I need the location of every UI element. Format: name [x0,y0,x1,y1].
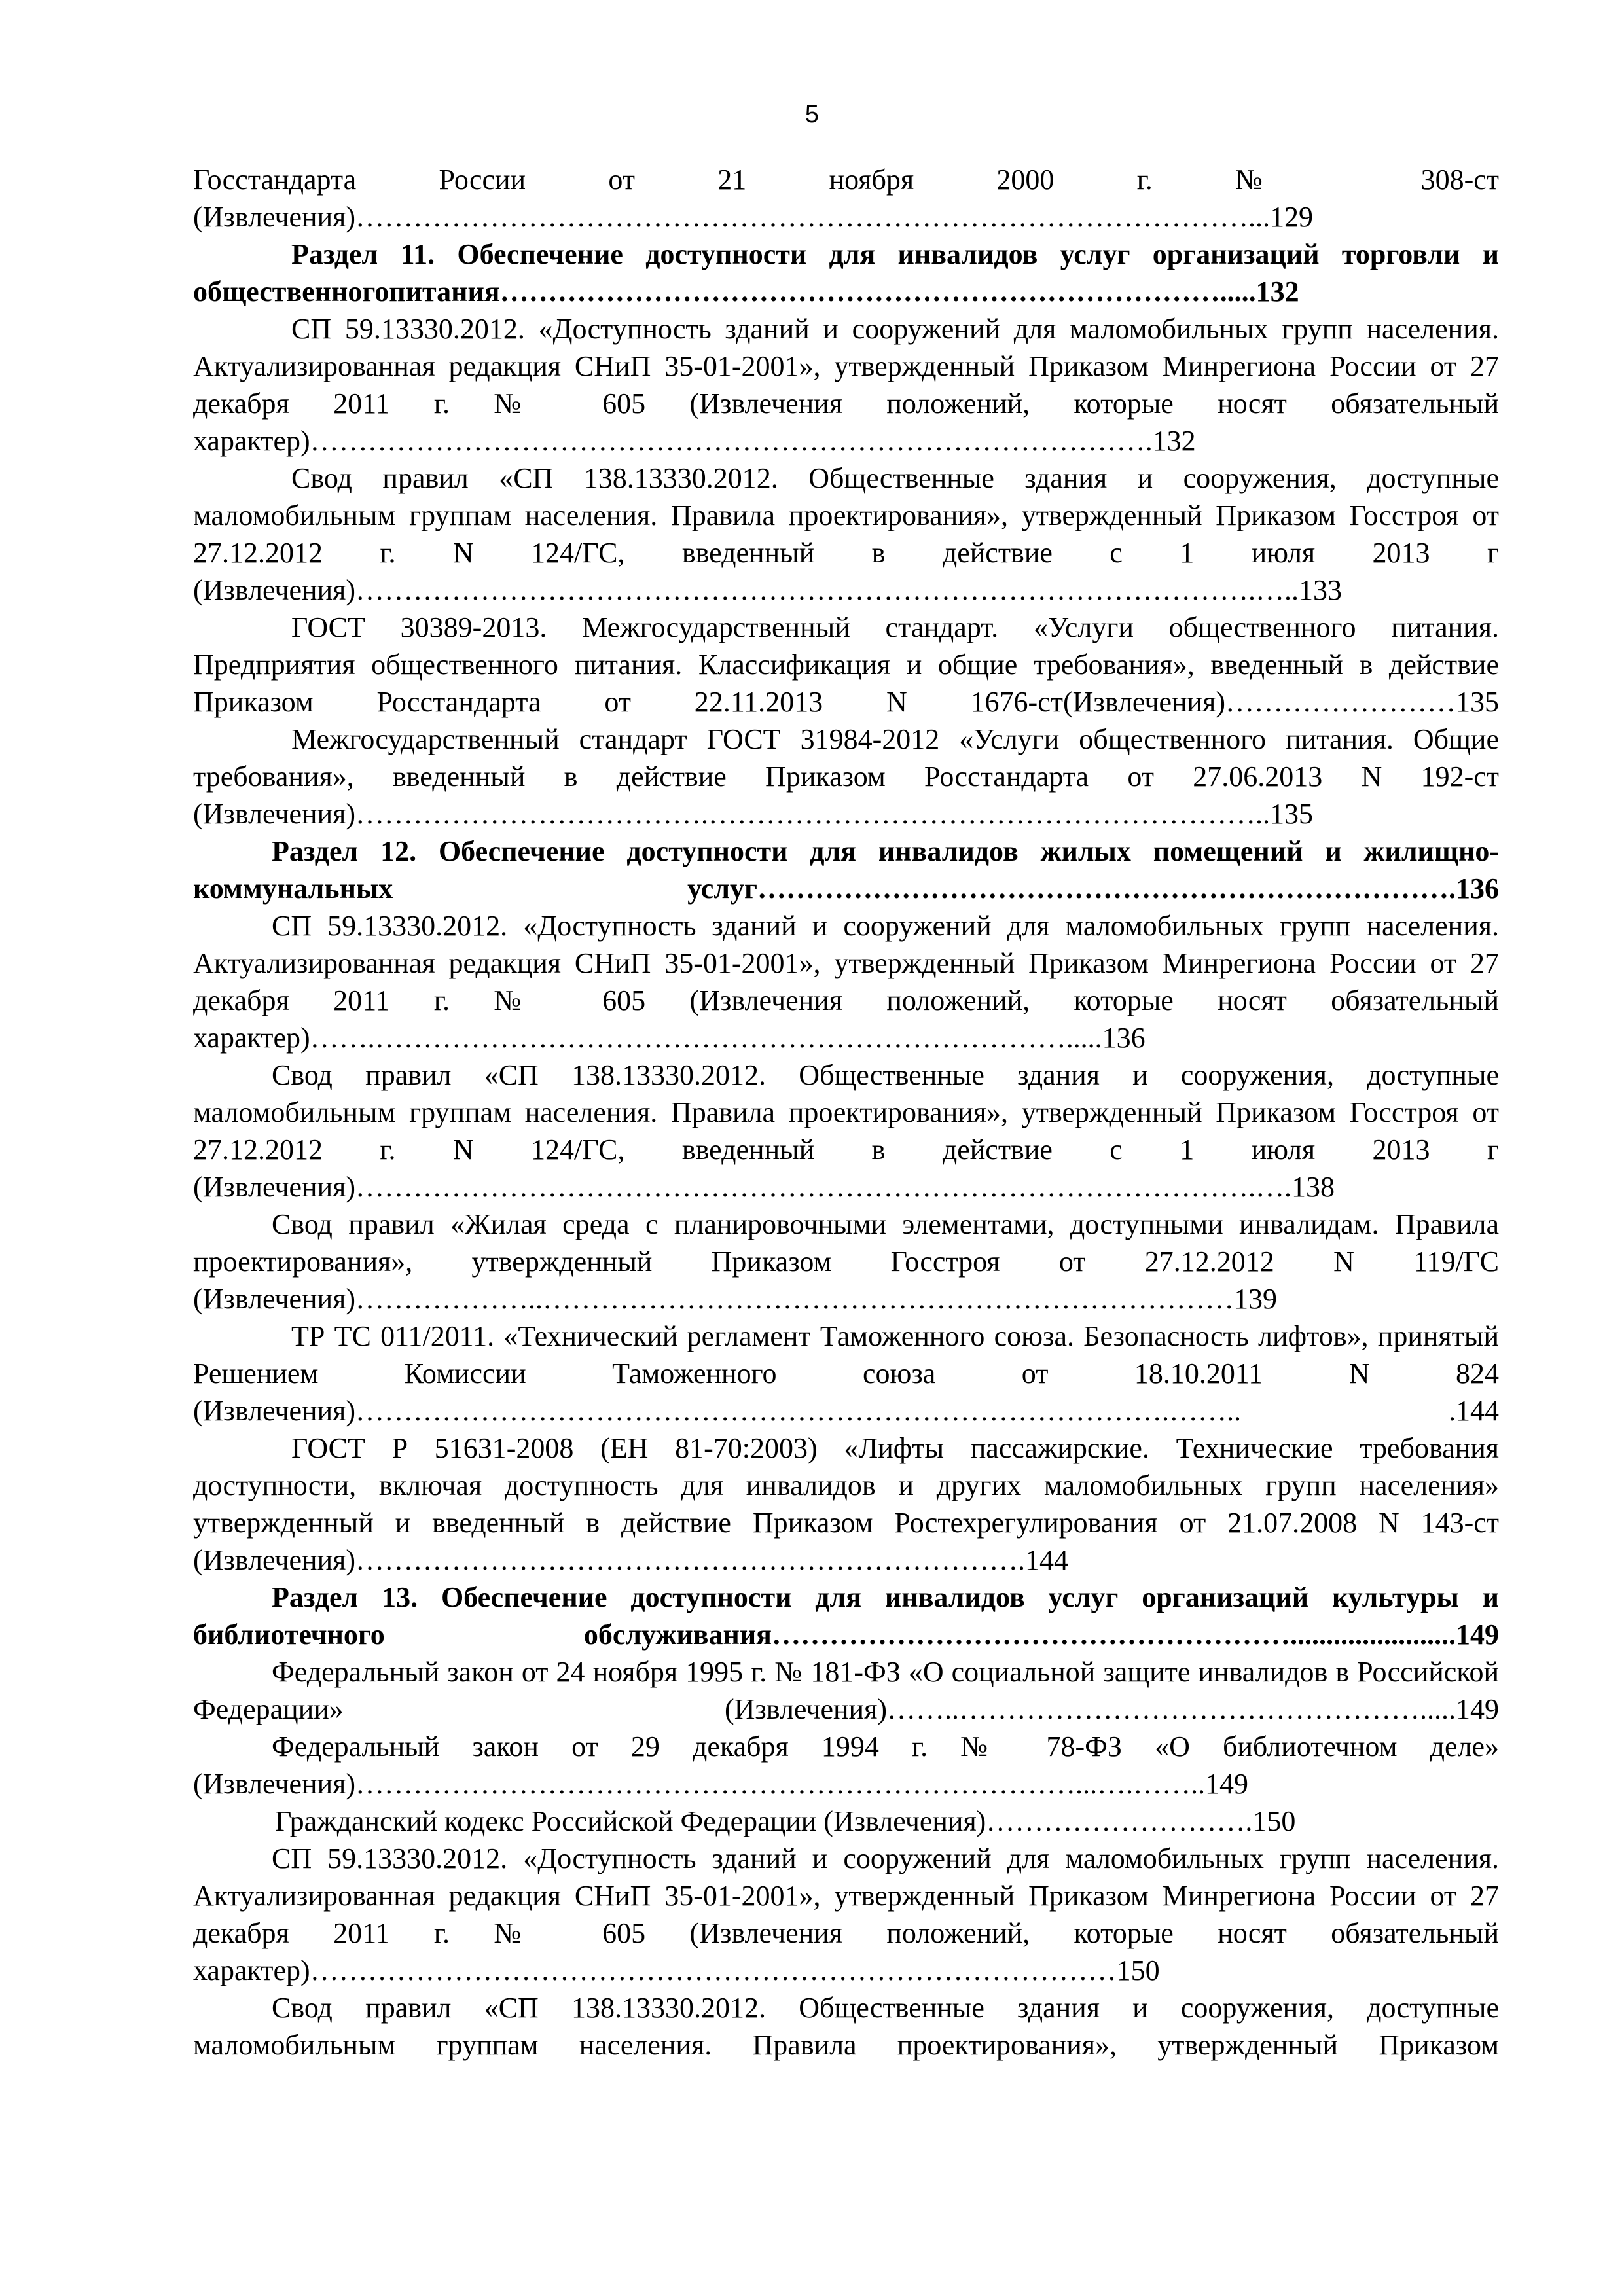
toc-entry: Федеральный закон от 24 ноября 1995 г. № 181-ФЗ «О социальной защите инвалидов в Российской Федерации» (Извлечения)……..………………………………………….....149 [193,1656,1499,1725]
toc-entry: Межгосударственный стандарт ГОСТ 31984-2012 «Услуги общественного питания. Общие требования», введенный в действие Приказом Росстандарта от 27.06.2013 N 192-ст (Извлечения)……………………………….…………………………………………………..135 [193,723,1499,830]
toc-entry: ГОСТ Р 51631-2008 (ЕН 81-70:2003) «Лифты пассажирские. Технические требования доступности, включая доступность для инвалидов и других маломобильных групп населения» утвержденный и введенный в действие Приказом Ростехрегулирования от 21.07.2008 N 143-ст (Извлечения)…………………………………………………………….144 [193,1432,1499,1576]
toc-entry: Свод правил «Жилая среда с планировочными элементами, доступными инвалидам. Правила проектирования», утвержденный Приказом Госстроя от 27.12.2012 N 119/ГС (Извлечения)………………..………………………………………………………………139 [193,1208,1499,1315]
toc-entry: Свод правил «СП 138.13330.2012. Общественные здания и сооружения, доступные маломобильным группам населения. Правила проектирования», утвержденный Приказом Госстроя от 27.12.2012 г. N 124/ГС, введенный в действие с 1 июля 2013 г (Извлечения)………………………………………………………………………………….…..133 [193,462,1499,606]
toc-section-heading: Раздел 13. Обеспечение доступности для инвалидов услуг организаций культуры и библиотечного обслуживания……………………………………………….......................149 [193,1581,1499,1651]
toc-entry: Госстандарта России от 21 ноября 2000 г. № 308-ст (Извлечения)…………………………………………………………………………………...129 [193,164,1499,233]
toc-section-heading: Раздел 11. Обеспечение доступности для инвалидов услуг организаций торговли и общественногопитания………………………………………………………………….....132 [193,238,1499,308]
toc-entry: Свод правил «СП 138.13330.2012. Общественные здания и сооружения, доступные маломобильным группам населения. Правила проектирования», утвержденный Приказом Госстроя от 27.12.2012 г. N 124/ГС, введенный в действие с 1 июля 2013 г (Извлечения)………………………………………………………………………………….….138 [193,1059,1499,1203]
toc-entry: СП 59.13330.2012. «Доступность зданий и сооружений для маломобильных групп населения. Актуализированная редакция СНиП 35-01-2001», утвержденный Приказом Минрегиона России от 27 декабря 2011 г. № 605 (Извлечения положений, которые носят обязательный характер)…………………………………………………………………………150 [193,1842,1499,1986]
toc-entry: СП 59.13330.2012. «Доступность зданий и сооружений для маломобильных групп населения. Актуализированная редакция СНиП 35-01-2001», утвержденный Приказом Минрегиона России от 27 декабря 2011 г. № 605 (Извлечения положений, которые носят обязательный характер)…………………………………………………………………………….132 [193,313,1499,457]
toc-entry: СП 59.13330.2012. «Доступность зданий и сооружений для маломобильных групп населения. Актуализированная редакция СНиП 35-01-2001», утвержденный Приказом Минрегиона России от 27 декабря 2011 г. № 605 (Извлечения положений, которые носят обязательный характер)…….……………………………………………………………….....136 [193,910,1499,1054]
toc-entry: Свод правил «СП 138.13330.2012. Общественные здания и сооружения, доступные маломобильным группам населения. Правила проектирования», утвержденный Приказом [193,1992,1499,2061]
table-of-contents [193,161,1499,2064]
toc-entry: ТР ТС 011/2011. «Технический регламент Таможенного союза. Безопасность лифтов», принятый Решением Комиссии Таможенного союза от 18.10.2011 N 824 (Извлечения)………………………………………………………………………….…….. .144 [193,1320,1499,1427]
toc-section-heading: Раздел 12. Обеспечение доступности для инвалидов жилых помещений и жилищно-коммунальных услуг……………………………………………………………….136 [193,835,1499,905]
toc-entry: Федеральный закон от 29 декабря 1994 г. № 78-ФЗ «О библиотечном деле» (Извлечения)…………………………………………………………………...….……..149 [193,1731,1499,1800]
toc-entry: ГОСТ 30389-2013. Межгосударственный стандарт. «Услуги общественного питания. Предприятия общественного питания. Классификация и общие требования», введенный в действие Приказом Росстандарта от 22.11.2013 N 1676-ст(Извлечения)……………………135 [193,611,1499,718]
toc-entry: Гражданский кодекс Российской Федерации (Извлечения)……………………….150 [275,1805,1296,1837]
page-number: 5 [804,101,820,128]
